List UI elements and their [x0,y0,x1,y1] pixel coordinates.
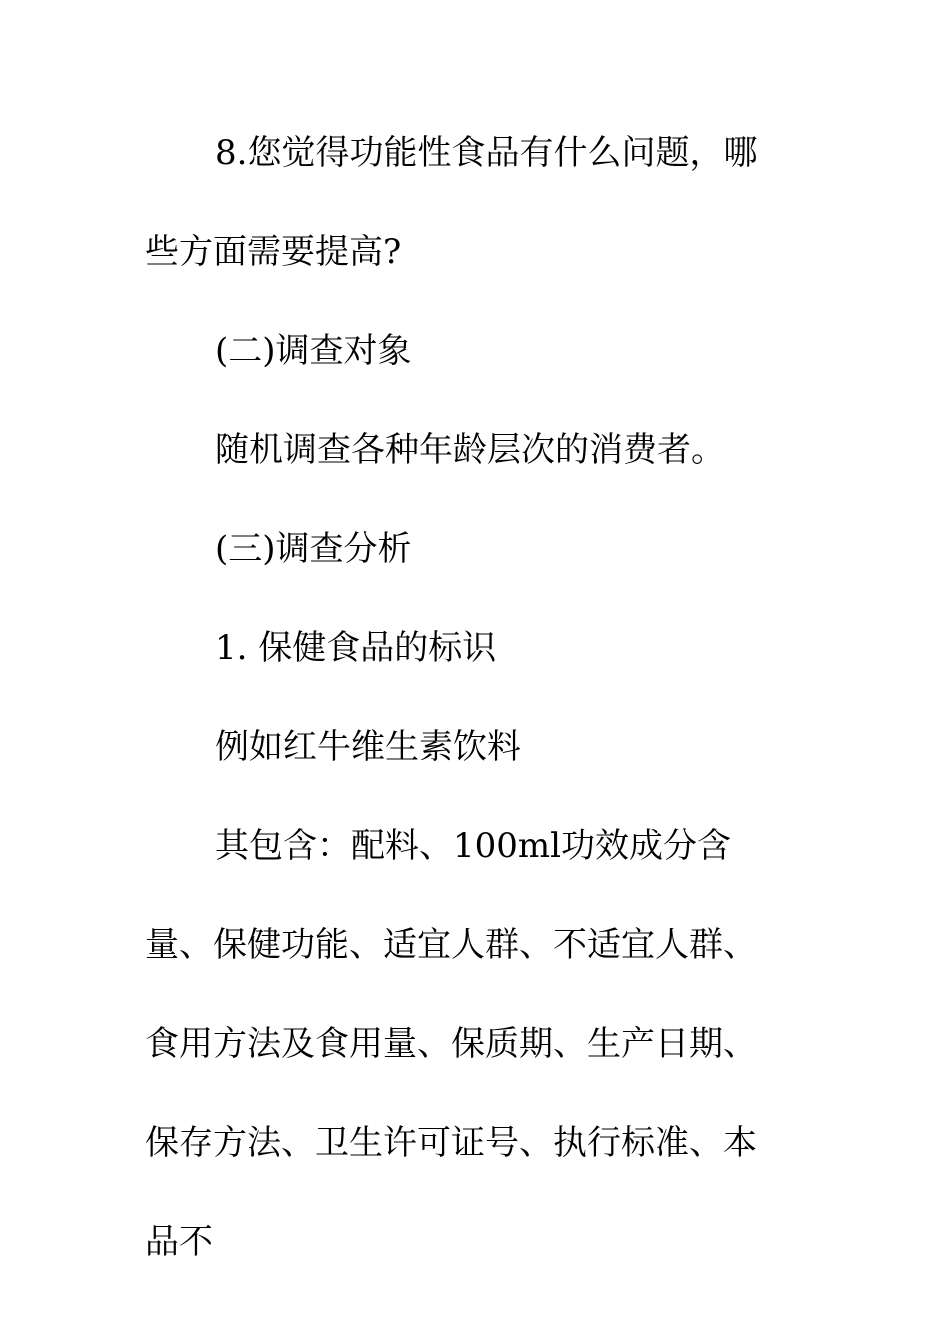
label-contents-paragraph: 其包含：配料、100ml功效成分含量、保健功能、适宜人群、不适宜人群、食用方法及食用量、保质期、生产日期、保存方法、卫生许可证号、执行标准、本品不 [145,826,757,1262]
section-heading-survey-subjects: (二)调查对象 [215,331,412,371]
document-body [145,104,785,1292]
question-8-paragraph: 8.您觉得功能性食品有什么问题，哪些方面需要提高? [145,133,758,272]
survey-subjects-paragraph: 随机调查各种年龄层次的消费者。 [215,430,725,470]
example-paragraph: 例如红牛维生素饮料 [215,727,521,767]
subheading-health-food-labeling: 1. 保健食品的标识 [215,628,497,668]
section-heading-survey-analysis: (三)调查分析 [215,529,412,569]
